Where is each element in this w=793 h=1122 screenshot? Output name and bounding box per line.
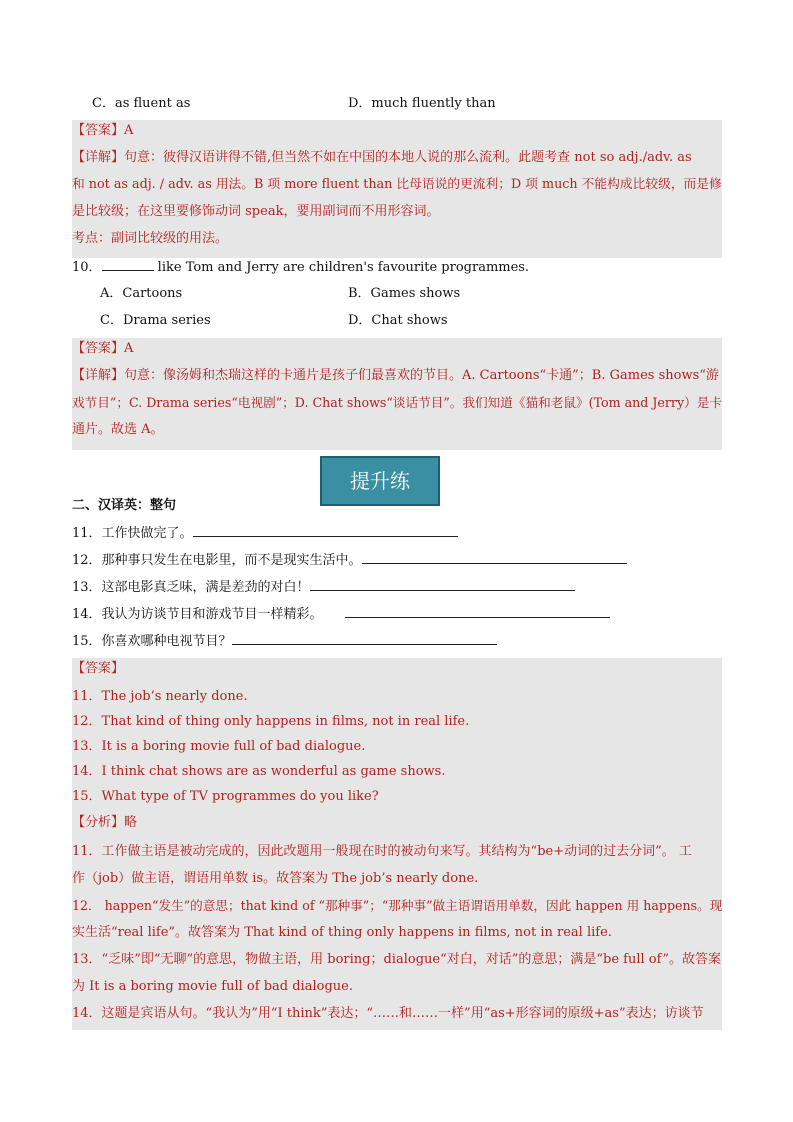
q9-detail-line-1 — [72, 149, 692, 167]
translate-item-14 — [72, 605, 610, 624]
explanation-line-2: 作（job）做主语，谓语用单数 is。故答案为 The job’s nearly done. — [72, 871, 479, 886]
item-text: 11．工作快做完了。 — [72, 526, 193, 541]
answer-blank[interactable] — [193, 524, 458, 537]
answer-blank[interactable] — [345, 605, 610, 618]
analysis — [72, 814, 137, 832]
q9-option-d: D．much fluently than — [348, 96, 496, 111]
answer-blank[interactable] — [102, 258, 154, 271]
translate-item-11 — [72, 524, 458, 543]
q9-detail-line-3: 是比较级；在这里要修饰动词 speak，要用副词而不用形容词。 — [72, 204, 440, 219]
q10-detail-line-1 — [72, 367, 719, 385]
analysis-label: 【分析】 — [72, 815, 125, 830]
translate-item-12 — [72, 551, 627, 570]
item-text: 13．这部电影真乏味，满是差劲的对白！ — [72, 580, 310, 595]
q9-detail-line-4: 考点：副词比较级的用法。 — [72, 231, 229, 246]
explanation-line-4: 实生活“real life”。故答案为 That kind of thing only happens in films, not in real life. — [72, 925, 612, 940]
explanation-line-5: 13．“乏味”即“无聊”的意思，物做主语，用 boring；dialogue“对白，对话”的意思；满是“be full of”。故答案 — [72, 952, 722, 967]
detail-label: 【详解】 — [72, 368, 125, 383]
detail-text: 句意：彼得汉语讲得不错,但当然不如在中国的本地人说的那么流利。此题考查 not so adj./adv. as — [124, 150, 692, 165]
answer-13: 13．It is a boring movie full of bad dialogue. — [72, 739, 366, 754]
q10-number: 10． — [72, 260, 102, 275]
explanation-line-7: 14．这题是宾语从句。“我认为”用“I think”表达；“……和……一样”用“as+形容词的原级+as”表达；访谈节 — [72, 1006, 704, 1021]
explanation-line-3: 12． happen“发生”的意思；that kind of “那种事”；“那种事”做主语谓语用单数，因此 happen 用 happens。现 — [72, 898, 723, 913]
answer-15: 15．What type of TV programmes do you like? — [72, 789, 379, 804]
answer-14: 14．I think chat shows are as wonderful as game shows. — [72, 764, 446, 779]
section-heading: 二、汉译英：整句 — [72, 498, 177, 513]
q9-answer — [72, 122, 133, 140]
item-text: 14．我认为访谈节目和游戏节目一样精彩。 — [72, 607, 323, 622]
translate-item-13 — [72, 578, 575, 597]
q9-option-c: C．as fluent as — [92, 96, 191, 111]
answer-label: 【答案】 — [72, 123, 125, 138]
q10-option-c: C．Drama series — [100, 313, 211, 328]
answer-11: 11．The job’s nearly done. — [72, 689, 248, 704]
q10-stem — [72, 258, 529, 277]
q10-answer — [72, 340, 133, 358]
detail-label: 【详解】 — [72, 150, 125, 165]
item-text: 15．你喜欢哪种电视节目？ — [72, 634, 232, 649]
item-text: 12．那种事只发生在电影里，而不是现实生活中。 — [72, 553, 362, 568]
q10-stem-text: like Tom and Jerry are children's favourite programmes. — [153, 260, 530, 275]
q9-detail-line-2: 和 not as adj. / adv. as 用法。B 项 more fluent than 比母语说的更流利；D 项 much 不能构成比较级，而是修 — [72, 177, 722, 192]
analysis-text: 略 — [124, 815, 138, 830]
explanation-line-1: 11．工作做主语是被动完成的，因此改题用一般现在时的被动句来写。其结构为“be+动词的过去分词”。 工 — [72, 844, 692, 859]
answer-label: 【答案】 — [72, 341, 125, 356]
explanation-line-6: 为 It is a boring movie full of bad dialogue. — [72, 979, 353, 994]
detail-text: 句意：像汤姆和杰瑞这样的卡通片是孩子们最喜欢的节目。A. Cartoons“卡通”；B. Games shows“游 — [124, 368, 719, 383]
answer-value: A — [124, 341, 134, 356]
q10-option-b: B．Games shows — [348, 286, 461, 301]
q10-option-d: D．Chat shows — [348, 313, 448, 328]
answer-blank[interactable] — [310, 578, 575, 591]
q10-detail-line-3: 通片。故选 A。 — [72, 422, 164, 437]
q10-detail-line-2: 戏节目”；C. Drama series“电视剧”；D. Chat shows“谈话节目”。我们知道《猫和老鼠》(Tom and Jerry）是卡 — [72, 395, 722, 410]
answer-12: 12．That kind of thing only happens in films, not in real life. — [72, 714, 470, 729]
q10-option-a: A．Cartoons — [100, 286, 183, 301]
section-badge: 提升练 — [320, 456, 440, 506]
answer-value: A — [124, 123, 134, 138]
answer-blank[interactable] — [362, 551, 627, 564]
section2-answer-label: 【答案】 — [72, 661, 125, 676]
answer-blank[interactable] — [232, 632, 497, 645]
translate-item-15 — [72, 632, 497, 651]
